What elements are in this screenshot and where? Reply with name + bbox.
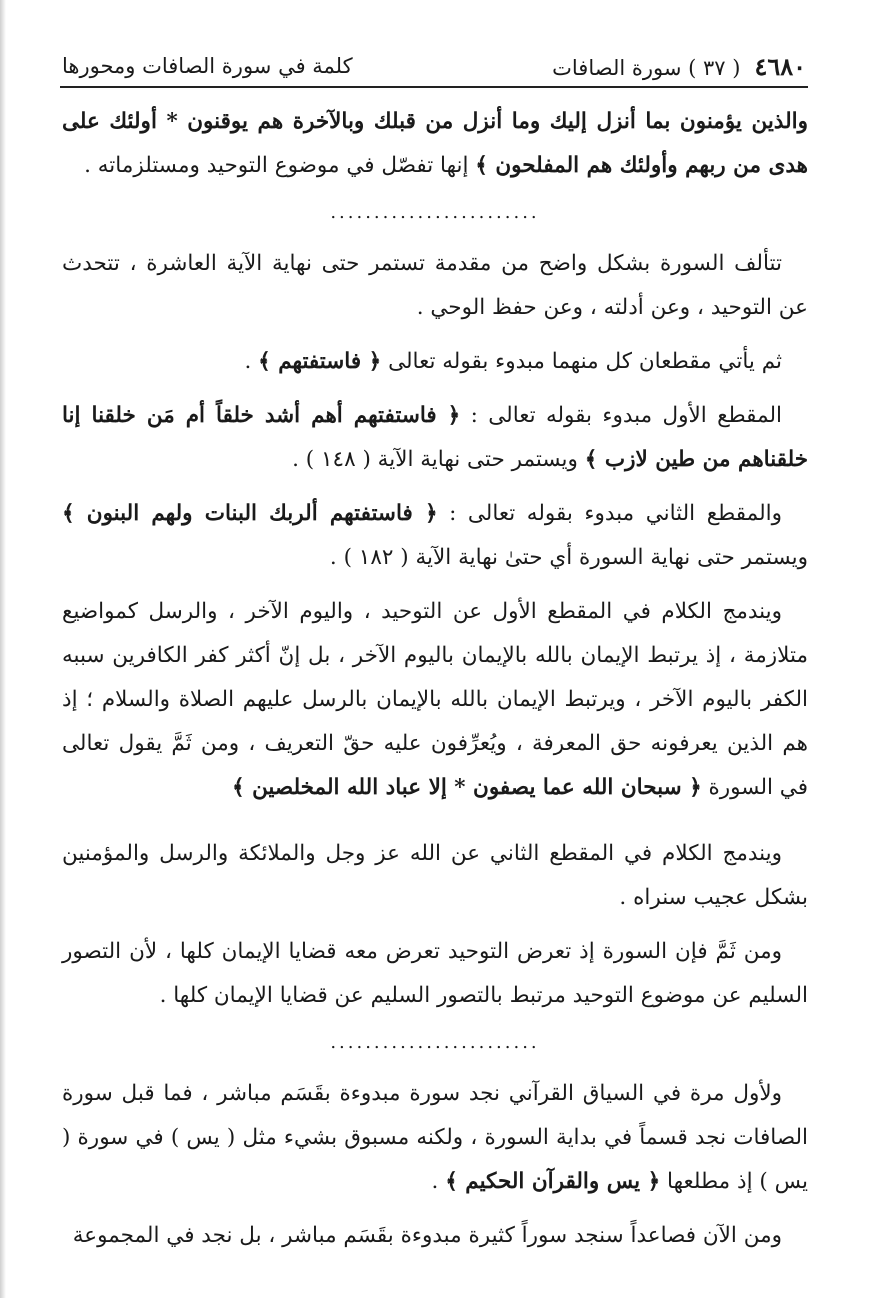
header-right-group — [552, 52, 806, 81]
running-header — [62, 48, 806, 84]
paragraph-text: . — [431, 1169, 446, 1194]
paragraph — [62, 340, 808, 384]
page-number: ٤٦٨٠ — [754, 51, 806, 81]
quran-quote: والذين يؤمنون بما أنزل إليك وما أنزل من قبلك وبالآخرة هم يوقنون * أولئك على هدى من ربهم وأولئك هم المفلحون ﴾ — [62, 109, 808, 178]
paragraph — [62, 394, 808, 482]
paragraph — [62, 1214, 808, 1258]
paragraph-text: ومن ثَمَّ فإن السورة إذ تعرض التوحيد تعرض معه قضايا الإيمان كلها ، لأن التصور السليم عن موضوع التوحيد مرتبط بالتصور السليم عن قضايا الإيمان كلها . — [62, 939, 808, 1008]
paragraph-text: ويندمج الكلام في المقطع الثاني عن الله عز وجل والملائكة والرسل والمؤمنين بشكل عجيب سنراه . — [62, 841, 808, 910]
paragraph-text: والمقطع الثاني مبدوء بقوله تعالى : — [437, 501, 782, 526]
page-body — [62, 100, 808, 1268]
paragraph-text: ويستمر حتى نهاية السورة أي حتىٰ نهاية الآية ( ١٨٢ ) . — [329, 545, 808, 570]
surah-reference: ( ٣٧ ) سورة الصافات — [552, 55, 741, 80]
paragraph — [62, 1072, 808, 1204]
paragraph-text: . — [244, 349, 259, 374]
paragraph — [62, 832, 808, 920]
section-separator: ........................ — [330, 202, 540, 223]
paragraph-text: ومن الآن فصاعداً سنجد سوراً كثيرة مبدوءة بقَسَم مباشر ، بل نجد في المجموعة — [72, 1223, 782, 1248]
paragraph-text: ثم يأتي مقطعان كل منهما مبدوء بقوله تعالى — [381, 349, 782, 374]
paragraph — [62, 242, 808, 330]
paragraph — [62, 100, 808, 188]
quran-quote: ﴿ يس والقرآن الحكيم ﴾ — [445, 1169, 661, 1194]
paragraph-text: ولأول مرة في السياق القرآني نجد سورة مبدوءة بقَسَم مباشر ، فما قبل سورة الصافات نجد قسماً في بداية السورة ، ولكنه مسبوق بشيء مثل ( يس ) في سورة ( يس ) إذ مطلعها — [62, 1081, 808, 1194]
paragraph — [62, 492, 808, 580]
paragraph — [62, 590, 808, 810]
paragraph — [62, 930, 808, 1018]
paragraph-text: ويستمر حتى نهاية الآية ( ١٤٨ ) . — [292, 447, 585, 472]
paragraph-text: إنها تفصّل في موضوع التوحيد ومستلزماته . — [84, 153, 476, 178]
section-separator: ........................ — [330, 1032, 540, 1053]
quran-quote: ﴿ فاستفتهم ﴾ — [258, 349, 382, 374]
spacer — [62, 820, 808, 832]
quran-quote: ﴿ فاستفتهم ألربك البنات ولهم البنون ﴾ — [62, 501, 438, 526]
paragraph-text: تتألف السورة بشكل واضح من مقدمة تستمر حتى نهاية الآية العاشرة ، تتحدث عن التوحيد ، وعن أدلته ، وعن حفظ الوحي . — [62, 251, 808, 320]
section-title: كلمة في سورة الصافات ومحورها — [62, 54, 353, 78]
header-rule — [60, 86, 808, 88]
paragraph-text: ويندمج الكلام في المقطع الأول عن التوحيد ، واليوم الآخر ، والرسل كمواضيع متلازمة ، إذ يرتبط الإيمان بالله بالإيمان باليوم الآخر ، بل إنّ أكثر كفر الكافرين سببه الكفر باليوم الآخر ، ويرتبط الإيمان بالله بالإيمان بالرسل عليهم الصلاة والسلام ؛ إذ هم الذين يعرفونه حق المعرفة ، ويُعرِّفون عليه حقّ التعريف ، ومن ثَمَّ يقول تعالى في السورة — [62, 599, 808, 800]
paragraph-text: المقطع الأول مبدوء بقوله تعالى : — [460, 403, 782, 428]
scan-edge-shadow — [0, 0, 6, 1298]
quran-quote: ﴿ سبحان الله عما يصفون * إلا عباد الله المخلصين ﴾ — [231, 775, 702, 800]
quran-quote: ﴿ فاستفتهم أهم أشد خلقاً أم مَن خلقنا إنا خلقناهم من طين لازب ﴾ — [62, 403, 808, 472]
